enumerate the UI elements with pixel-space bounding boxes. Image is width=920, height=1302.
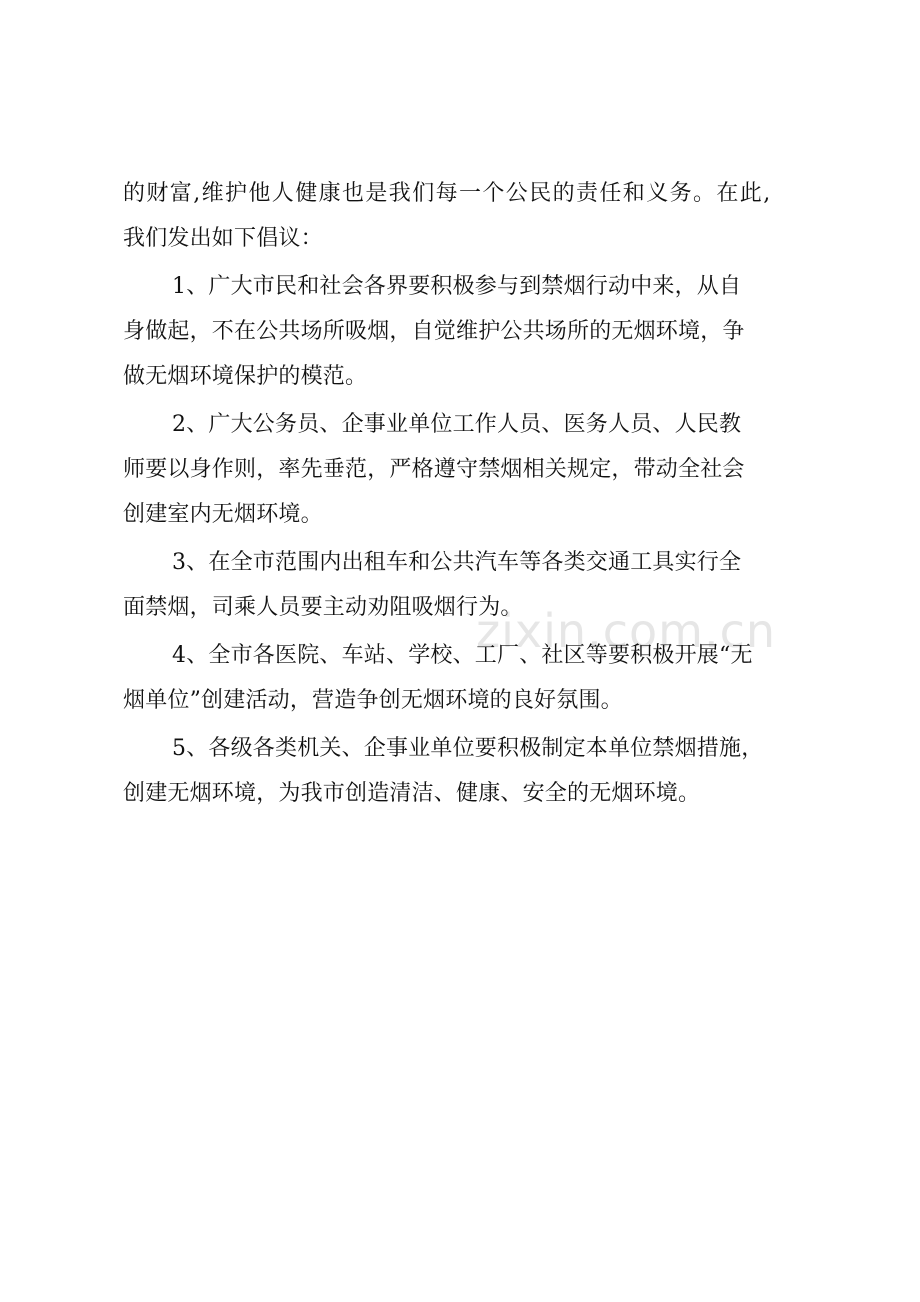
proposal-line: 面禁烟，司乘人员要主动劝阻吸烟行为。 <box>123 595 523 620</box>
document-body <box>123 171 813 816</box>
proposal-item-2 <box>123 402 813 537</box>
proposal-line: 5、各级各类机关、企事业单位要积极制定本单位禁烟措施， <box>172 736 764 761</box>
intro-line: 的财富,维护他人健康也是我们每一个公民的责任和义务。在此, <box>123 181 772 206</box>
proposal-line: 烟单位”创建活动，营造争创无烟环境的良好氛围。 <box>123 688 623 713</box>
proposal-line: 身做起，不在公共场所吸烟，自觉维护公共场所的无烟环境，争 <box>123 319 745 344</box>
intro-line: 我们发出如下倡议： <box>123 226 323 251</box>
proposal-line: 1、广大市民和社会各界要积极参与到禁烟行动中来，从自 <box>172 274 742 299</box>
proposal-line: 3、在全市范围内出租车和公共汽车等各类交通工具实行全 <box>172 550 742 575</box>
proposal-line: 师要以身作则，率先垂范，严格遵守禁烟相关规定，带动全社会 <box>123 457 745 482</box>
proposal-line: 4、全市各医院、车站、学校、工厂、社区等要积极开展“无 <box>172 643 753 668</box>
watermark: zixin.com.cn <box>476 604 777 658</box>
proposal-line: 创建室内无烟环境。 <box>123 502 323 527</box>
proposal-line: 做无烟环境保护的模范。 <box>123 364 368 389</box>
proposal-item-3 <box>123 540 813 630</box>
proposal-line: 创建无烟环境，为我市创造清洁、健康、安全的无烟环境。 <box>123 781 701 806</box>
proposal-item-5 <box>123 726 813 816</box>
proposal-item-4 <box>123 633 813 723</box>
proposal-item-1 <box>123 264 813 399</box>
proposal-line: 2、广大公务员、企事业单位工作人员、医务人员、人民教 <box>172 412 742 437</box>
